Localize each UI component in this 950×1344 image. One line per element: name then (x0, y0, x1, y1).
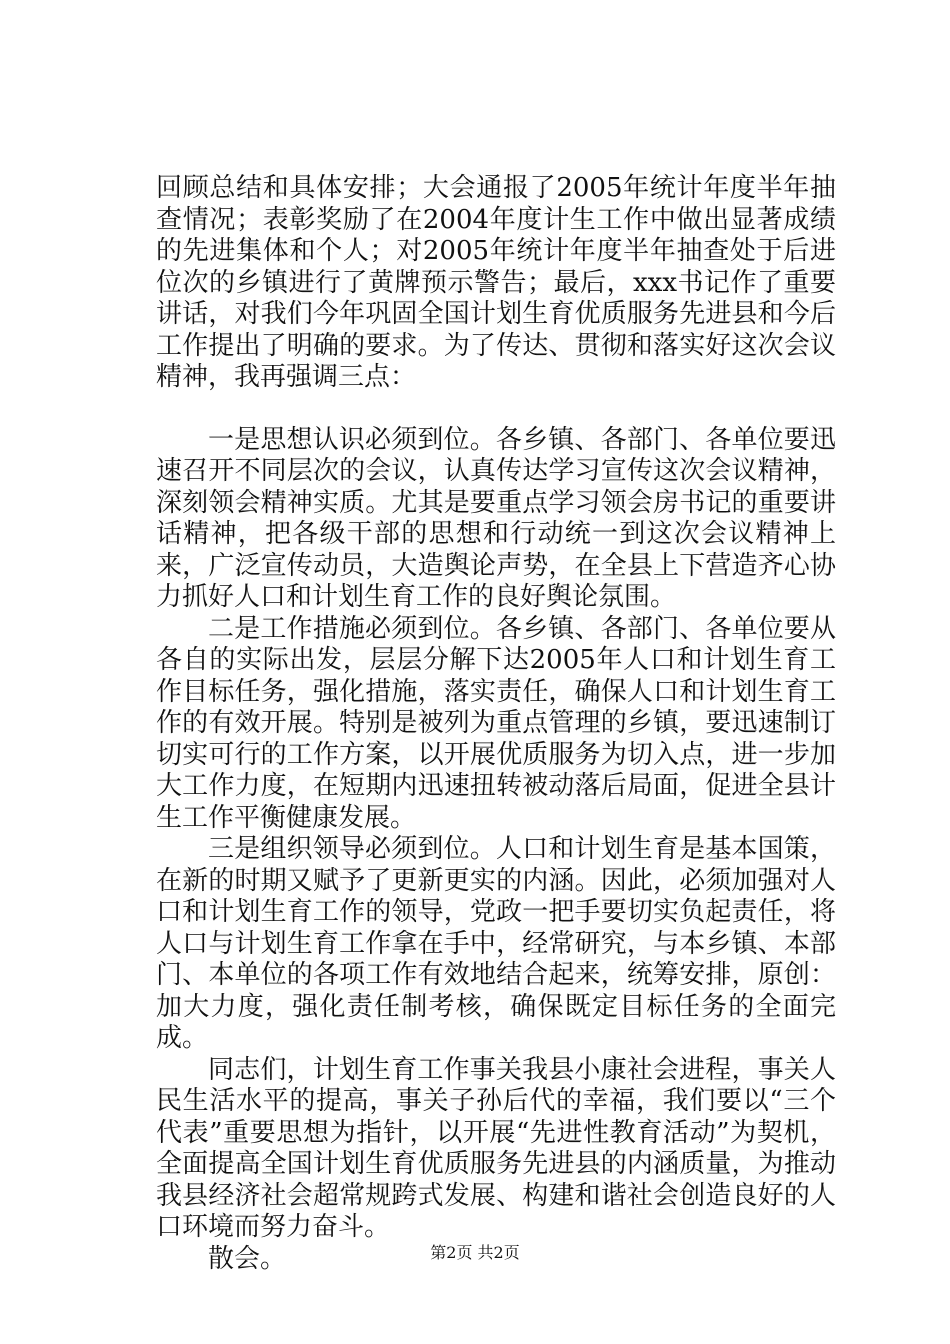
paragraph-intro: 回顾总结和具体安排；大会通报了2005年统计年度半年抽查情况；表彰奖励了在2004年度计生工作中做出显著成绩的先进集体和个人；对2005年统计年度半年抽查处于后进位次的乡镇进行了黄牌预示警告；最后，xxx书记作了重要讲话，对我们今年巩固全国计划生育优质服务先进县和今后工作提出了明确的要求。为了传达、贯彻和落实好这次会议精神，我再强调三点： (156, 173, 836, 392)
paragraph-closing: 同志们，计划生育工作事关我县小康社会进程，事关人民生活水平的提高，事关子孙后代的幸福，我们要以“三个代表”重要思想为指针，以开展“先进性教育活动”为契机，全面提高全国计划生育优质服务先进县的内涵质量，为推动我县经济社会超常规跨式发展、构建和谐社会创造良好的人口环境而努力奋斗。 (156, 1054, 836, 1242)
paragraph-point-two: 二是工作措施必须到位。各乡镇、各部门、各单位要从各自的实际出发，层层分解下达2005年人口和计划生育工作目标任务，强化措施，落实责任，确保人口和计划生育工作的有效开展。特别是被列为重点管理的乡镇，要迅速制订切实可行的工作方案，以开展优质服务为切入点，进一步加大工作力度，在短期内迅速扭转被动落后局面，促进全县计生工作平衡健康发展。 (156, 613, 836, 833)
paragraph-point-one: 一是思想认识必须到位。各乡镇、各部门、各单位要迅速召开不同层次的会议，认真传达学习宣传这次会议精神，深刻领会精神实质。尤其是要重点学习领会房书记的重要讲话精神，把各级干部的思想和行动统一到这次会议精神上来，广泛宣传动员，大造舆论声势，在全县上下营造齐心协力抓好人口和计划生育工作的良好舆论氛围。 (156, 424, 836, 612)
page-number-footer: 第2页 共2页 (430, 1243, 520, 1262)
paragraph-adjourn: 散会。 (208, 1243, 287, 1274)
document-body (156, 173, 836, 1275)
paragraph-point-three: 三是组织领导必须到位。人口和计划生育是基本国策，在新的时期又赋予了更新更实的内涵。因此，必须加强对人口和计划生育工作的领导，党政一把手要切实负起责任，将人口与计划生育工作拿在手中，经常研究，与本乡镇、本部门、本单位的各项工作有效地结合起来，统筹安排，原创：加大力度，强化责任制考核，确保既定目标任务的全面完成。 (156, 834, 836, 1053)
paragraph-gap (156, 394, 836, 425)
